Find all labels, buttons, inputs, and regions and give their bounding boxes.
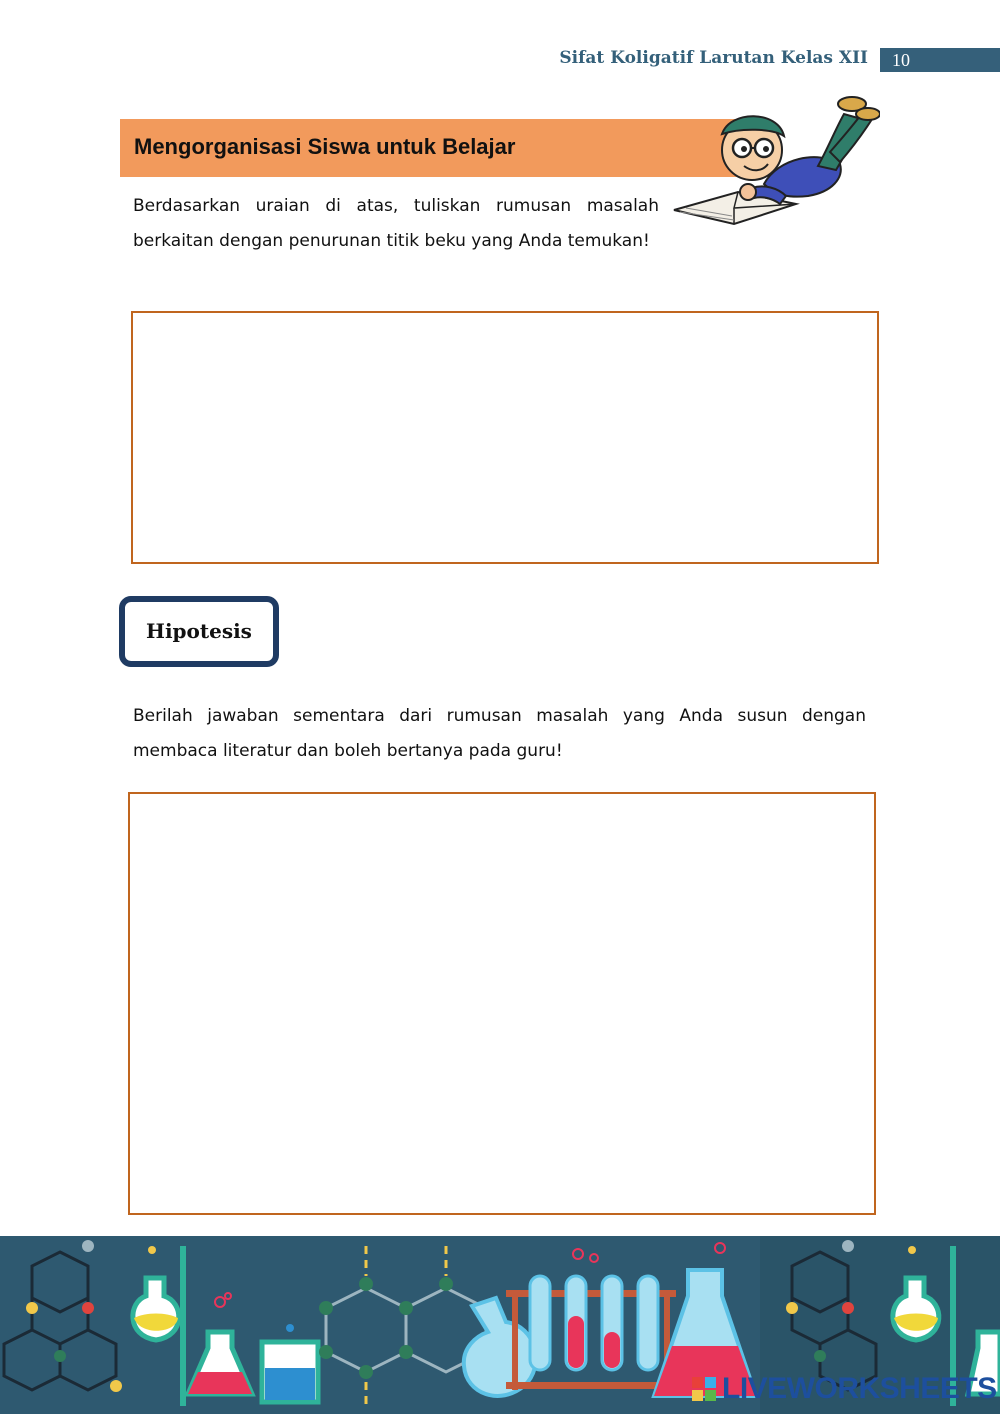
document-header-title: Sifat Koligatif Larutan Kelas XII: [559, 48, 868, 68]
hipotesis-heading-box: [119, 596, 279, 667]
liveworksheets-watermark: [692, 1373, 997, 1405]
section-title: Mengorganisasi Siswa untuk Belajar: [134, 134, 516, 159]
hypothesis-answer-box[interactable]: [128, 792, 876, 1215]
liveworksheets-logo-icon: [692, 1377, 716, 1401]
reading-boy-illustration: [668, 92, 880, 232]
watermark-text: LIVEWORKSHEETS: [722, 1372, 997, 1405]
hypothesis-instruction: Berilah jawaban sementara dari rumusan masalah yang Anda susun dengan membaca literatur dan boleh bertanya pada guru!: [133, 706, 866, 761]
problem-formulation-answer-box[interactable]: [131, 311, 879, 564]
page-number: 10: [880, 48, 1000, 72]
hipotesis-heading: Hipotesis: [146, 619, 252, 643]
problem-formulation-instruction: Berdasarkan uraian di atas, tuliskan rumusan masalah berkaitan dengan penurunan titik beku yang Anda temukan!: [133, 196, 659, 251]
